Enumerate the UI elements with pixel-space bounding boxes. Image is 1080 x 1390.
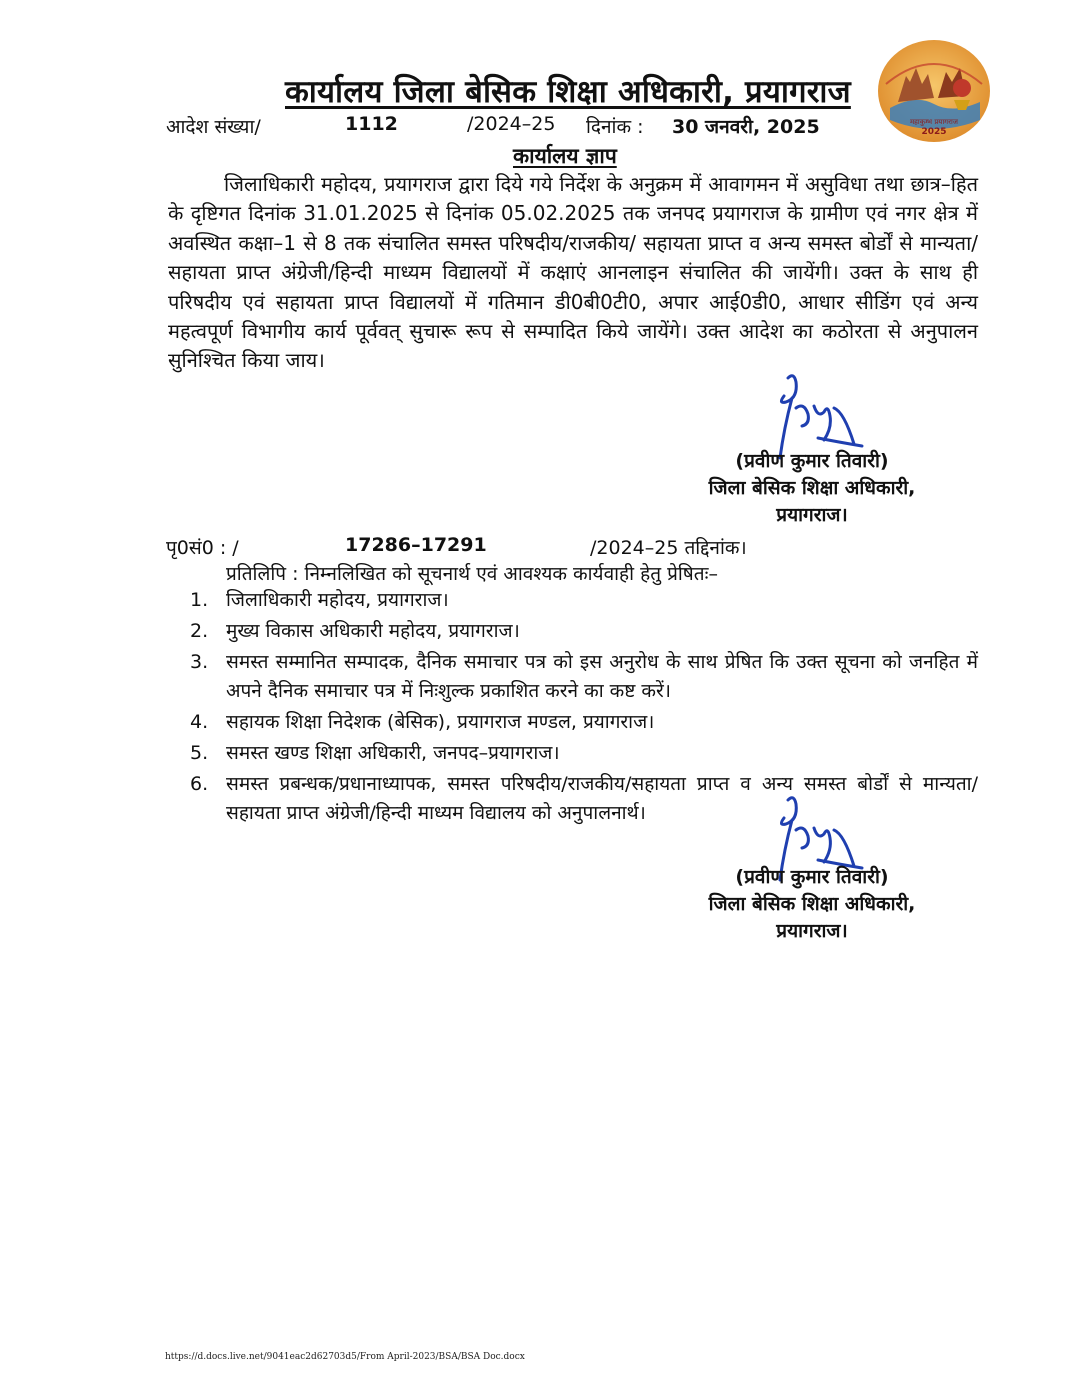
signatory-place: प्रयागराज।	[776, 504, 848, 526]
signature-block-1	[662, 448, 962, 529]
signatory-designation: जिला बेसिक शिक्षा अधिकारी,	[708, 477, 916, 499]
order-number-label: आदेश संख्या/	[166, 116, 261, 138]
subject-heading: कार्यालय ज्ञाप	[513, 144, 617, 168]
endorsement-ref-number: 17286–17291	[345, 534, 487, 556]
copy-intro: प्रतिलिपि : निम्नलिखित को सूचनार्थ एवं आवश्यक कार्यवाही हेतु प्रेषितः–	[226, 563, 718, 585]
list-item: 4. सहायक शिक्षा निदेशक (बेसिक), प्रयागराज मण्डल, प्रयागराज।	[190, 711, 655, 733]
list-item: 5. समस्त खण्ड शिक्षा अधिकारी, जनपद–प्रयागराज।	[190, 742, 560, 764]
footer-file-path: https://d.docs.live.net/9041eac2d62703d5/From April-2023/BSA/BSA Doc.docx	[165, 1352, 525, 1362]
list-item: 1. जिलाधिकारी महोदय, प्रयागराज।	[190, 589, 449, 611]
signatory-designation: जिला बेसिक शिक्षा अधिकारी,	[708, 893, 916, 915]
order-body	[168, 170, 978, 376]
svg-text:महाकुम्भ प्रयागराज: महाकुम्भ प्रयागराज	[909, 118, 959, 126]
order-date-label: दिनांक :	[586, 116, 644, 138]
order-body-text: जिलाधिकारी महोदय, प्रयागराज द्वारा दिये गये निर्देश के अनुक्रम में आवागमन में असुविधा तथा छात्र–हित के दृष्टिगत दिनांक 31.01.2025 से दिनांक 05.02.2025 तक जनपद प्रयागराज के ग्रामीण एवं नगर क्षेत्र में अवस्थित कक्षा–1 से 8 तक संचालित समस्त परिषदीय/राजकीय/ सहायता प्राप्त व अन्य समस्त बोर्डों से मान्यता/सहायता प्राप्त अंग्रेजी/हिन्दी माध्यम विद्यालयों में कक्षाएं आनलाइन संचालित की जायेंगी। उक्त के साथ ही परिषदीय एवं सहायता प्राप्त विद्यालयों में गतिमान डी0बी0टी0, अपार आई0डी0, आधार सीडिंग एवं अन्य महत्वपूर्ण विभागीय कार्य पूर्ववत् सुचारू रूप से सम्पादित किये जायेंगे। उक्त आदेश का कठोरता से अनुपालन सुनिश्चित किया जाय।	[168, 172, 978, 373]
signatory-name: (प्रवीण कुमार तिवारी)	[735, 450, 889, 472]
signatory-place: प्रयागराज।	[776, 920, 848, 942]
list-item: 6. समस्त प्रबन्धक/प्रधानाध्यापक, समस्त परिषदीय/राजकीय/सहायता प्राप्त व अन्य समस्त बोर्डों से मान्यता/सहायता प्राप्त अंग्रेजी/हिन्दी माध्यम विद्यालय को अनुपालनार्थ।	[190, 773, 978, 824]
order-number: 1112	[345, 113, 398, 135]
mahakumbh-emblem-icon	[876, 38, 992, 144]
signature-block-2	[662, 864, 962, 945]
order-date: 30 जनवरी, 2025	[672, 116, 820, 138]
office-title: कार्यालय जिला बेसिक शिक्षा अधिकारी, प्रयागराज	[285, 74, 851, 110]
svg-text:2025: 2025	[921, 127, 947, 137]
list-item: 2. मुख्य विकास अधिकारी महोदय, प्रयागराज।	[190, 620, 520, 642]
endorsement-ref-label: पृ0सं0 : /	[166, 537, 239, 559]
endorsement-ref-suffix: /2024–25 तद्दिनांक।	[590, 537, 747, 559]
order-session: /2024–25	[467, 113, 556, 135]
list-item: 3. समस्त सम्मानित सम्पादक, दैनिक समाचार पत्र को इस अनुरोध के साथ प्रेषित कि उक्त सूचना को जनहित में अपने दैनिक समाचार पत्र में निःशुल्क प्रकाशित करने का कष्ट करें।	[190, 651, 978, 702]
signatory-name: (प्रवीण कुमार तिवारी)	[735, 866, 889, 888]
